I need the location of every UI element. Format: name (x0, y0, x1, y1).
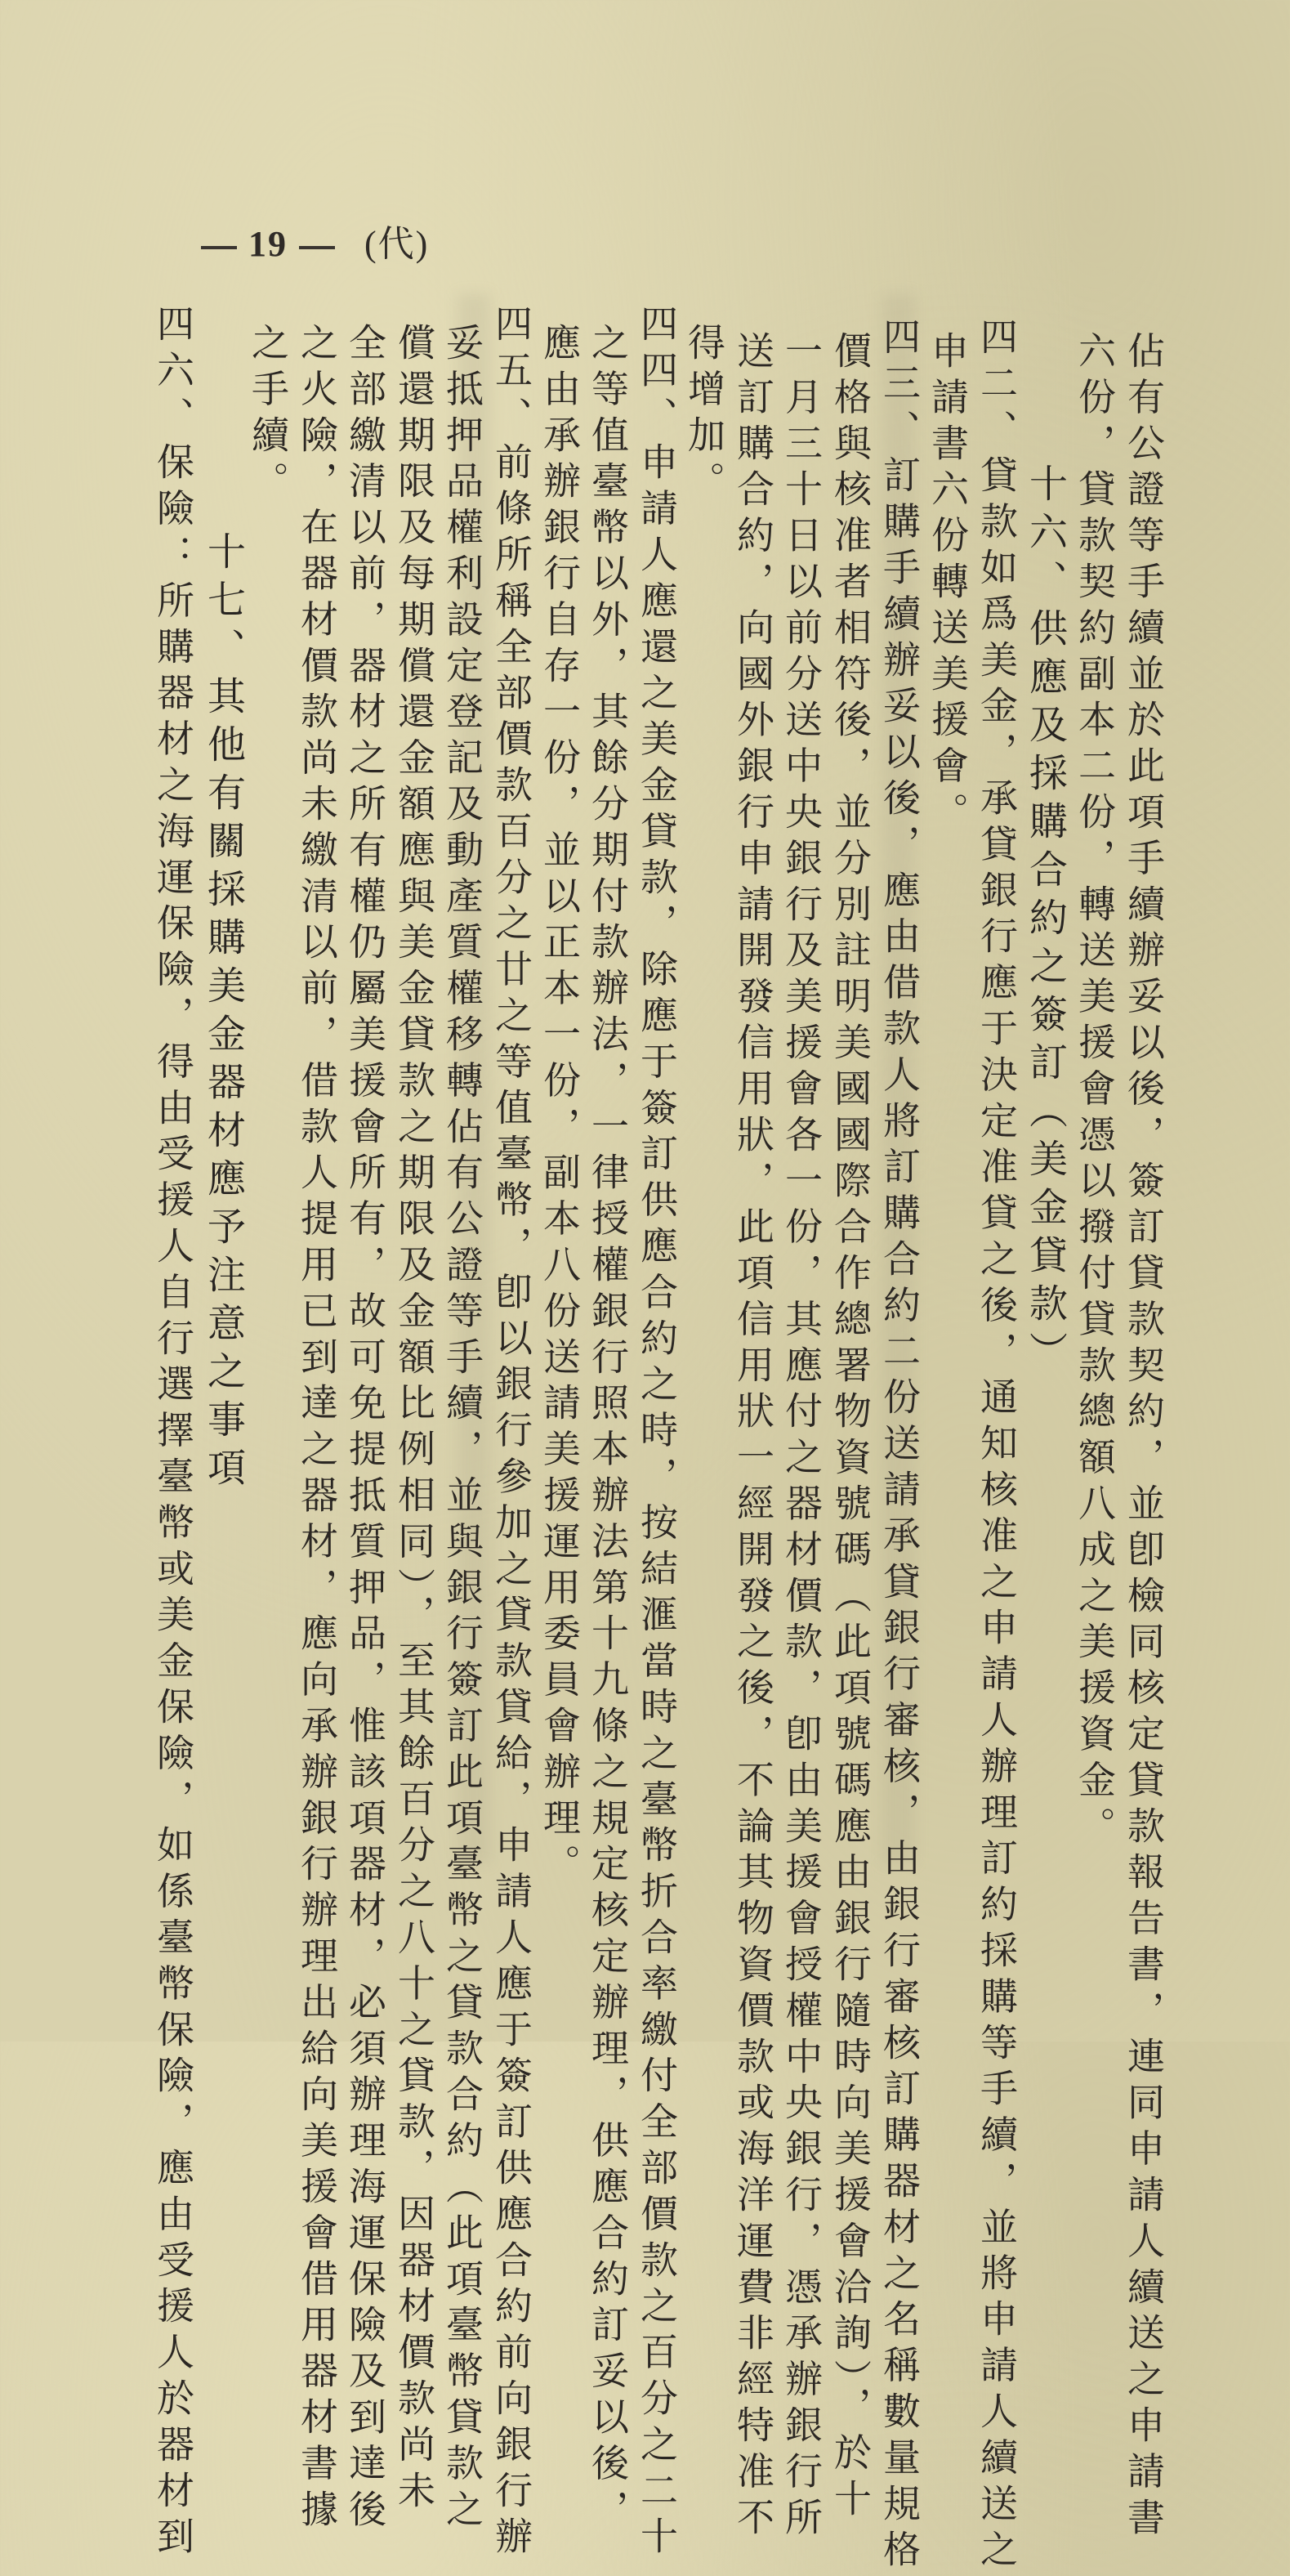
article-43: 四三、訂購手續辦妥以後，應由借款人將訂購合約二份送請承貸銀行審核，由銀行審核訂購器材之名稱數量規格 (877, 317, 922, 2576)
article-44: 四四、申請人應還之美金貸款，除應于簽訂供應合約之時，按結滙當時之臺幣折合率繳付全部價款之百分之二十 (635, 304, 679, 2563)
dash-left (201, 246, 237, 249)
text-column-continuation: 之等值臺幣以外，其餘分期付款辦法，一律授權銀行照本辦法第十九條之規定核定辦理，供應合約訂妥以後， (586, 323, 630, 2536)
section-heading-17: 十七、其他有關採購美金器材應予注意之事項 (201, 531, 246, 1496)
section-heading-16: 十六、供應及採購合約之簽訂（美金貸款） (1023, 463, 1068, 1380)
article-42: 四二、貸款如爲美金，承貸銀行應于決定准貸之後，通知核准之申請人辦理訂約採購等手續，並將申請人續送之 (975, 317, 1019, 2576)
page-marker: (代) (364, 224, 430, 264)
text-column-continuation: 得增加。 (682, 323, 726, 508)
text-column-continuation: 佔有公證等手續並於此項手續辦妥以後，簽訂貸款契約，並卽檢同核定貸款報告書，連同申請人續送之申請書 (1122, 331, 1166, 2544)
article-45: 四五、前條所稱全部價款百分之廿之等值臺幣，卽以銀行參加之貸款貸給，申請人應于簽訂供應合約前向銀行辦 (489, 304, 533, 2563)
page-number-value: 19 (248, 224, 288, 264)
text-column-continuation: 送訂購合約，向國外銀行申請開發信用狀，此項信用狀一經開發之後，不論其物資價款或海洋運費非經特准不 (731, 331, 775, 2544)
text-column-continuation: 之手續。 (246, 323, 290, 508)
text-column-continuation: 妥抵押品權利設定登記及動產質權移轉佔有公證等手續，並與銀行簽訂此項臺幣之貸款合約（此項臺幣貸款之 (440, 323, 484, 2536)
dash-right (299, 246, 335, 249)
text-column-continuation: 償還期限及每期償還金額應與美金貸款之期限及金額比例相同），至其餘百分之八十之貸款，因器材價款尚未 (392, 323, 436, 2517)
text-column-continuation: 申請書六份轉送美援會。 (926, 331, 970, 839)
text-column-continuation: 價格與核准者相符後，並分別註明美國國際合作總署物資號碼（此項號碼應由銀行隨時向美援會洽詢），於十 (828, 331, 873, 2525)
article-46: 四六、保險：所購器材之海運保險，得由受援人自行選擇臺幣或美金保險，如係臺幣保險，應由受援人於器材到 (151, 304, 195, 2563)
text-column-continuation: 一月三十日以前分送中央銀行及美援會各一份，其應付之器材價款，卽由美援會授權中央銀行，憑承辦銀行所 (779, 331, 824, 2544)
text-column-continuation: 之火險，在器材價款尚未繳清以前，借款人提用已到達之器材，應向承辦銀行辦理出給向美援會借用器材書據 (295, 323, 339, 2536)
text-column-continuation: 全部繳清以前，器材之所有權仍屬美援會所有，故可免提抵質押品，惟該項器材，必須辦理海運保險及到達後 (343, 323, 387, 2536)
page-number (190, 214, 429, 266)
text-column-continuation: 應由承辦銀行自存一份，並以正本一份，副本八份送請美援運用委員會辦理。 (538, 323, 582, 1890)
text-column-continuation: 六份，貸款契約副本二份，轉送美援會憑以撥付貸款總額八成之美援資金。 (1073, 331, 1117, 1853)
